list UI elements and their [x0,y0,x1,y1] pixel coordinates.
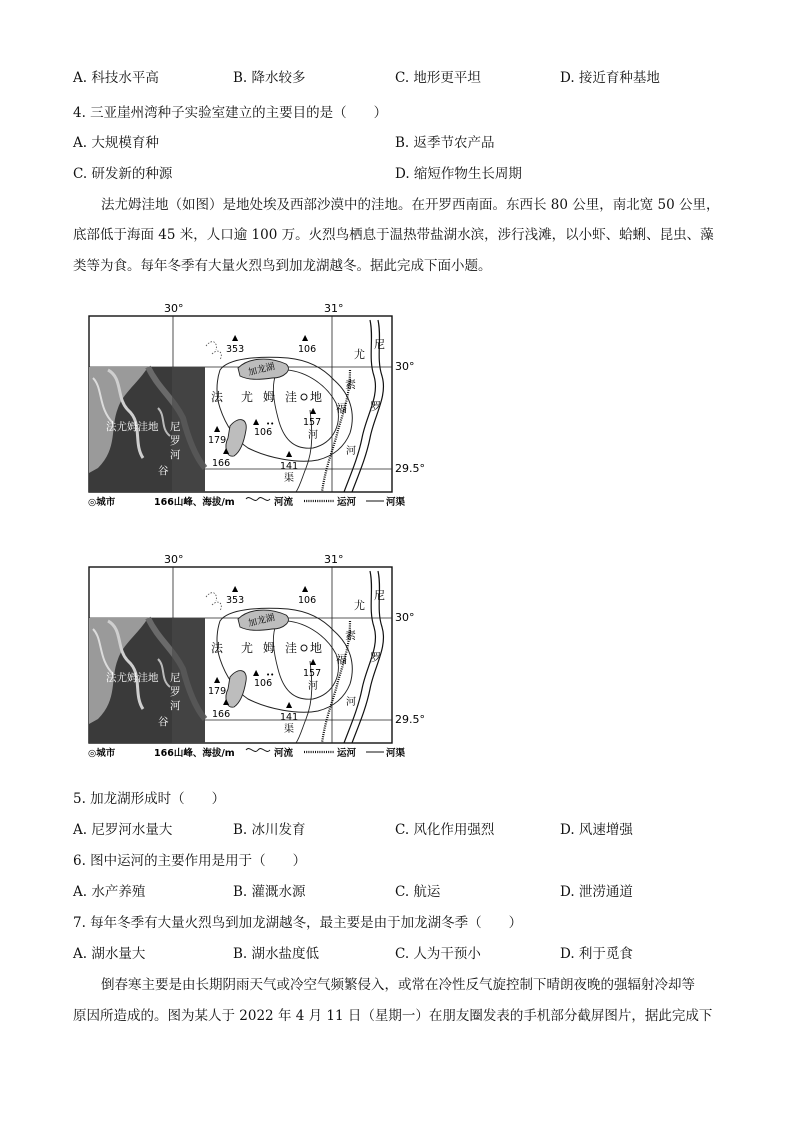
peak-icon: ▲ [286,700,293,709]
fayoum-map-2 [88,549,425,761]
dot-marks: •• [266,671,275,679]
inset-label-fayoum: 法尤姆洼地 [106,672,159,684]
peak-icon: ▲ [223,446,230,455]
inset-label-gu: 谷 [158,465,169,477]
legend-canal: 运河 [337,497,357,508]
q5-option-a: A. 尼罗河水量大 [73,822,173,838]
peak-106-north: 106 [298,595,317,606]
channel-label-qu: 渠 [284,473,294,484]
label-wa: 洼 [285,641,298,655]
channel-label-qu: 渠 [284,724,294,735]
q5-option-d: D. 风速增强 [560,822,633,838]
q4-option-c: C. 研发新的种源 [73,166,173,182]
q7-option-c: C. 人为干预小 [395,946,481,962]
q4-stem: 4. 三亚崖州湾种子实验室建立的主要目的是（ ） [73,105,388,121]
nile-label-ni: 尼 [374,338,385,351]
peak-166: 166 [212,458,231,469]
passage2-line-2: 原因所造成的。图为某人于 2022 年 4 月 11 日（星期一）在朋友圈发表的手机部分截屏图片，据此完成下 [73,1008,713,1024]
peak-icon: ▲ [302,584,309,593]
legend-city: ◎城市 [88,497,116,508]
lake-label: 加龙湖 [247,362,276,379]
lat-label-29-5: 29.5° [395,713,425,726]
channel-label-he: 河 [308,430,318,441]
passage2-line-1: 倒春寒主要是由长期阴雨天气或冷空气频繁侵入，或常在冷性反气旋控制下晴朗夜晚的强辐射冷却等 [101,977,695,993]
peak-icon: ▲ [214,424,221,433]
lat-label-30: 30° [395,611,415,624]
peak-353: 353 [226,344,245,355]
legend-city: ◎城市 [88,748,116,759]
nile-label-ni: 尼 [374,589,385,602]
inset-label-luo: 罗 [170,686,181,698]
nile-label-luo: 罗 [370,400,381,413]
label-di: 地 [310,390,323,404]
inset-label-he: 河 [170,700,181,712]
peak-179: 179 [208,686,227,697]
legend-channel: 河渠 [386,497,406,508]
legend-river-icon [246,498,270,501]
peak-icon: ▲ [232,584,239,593]
canal-label-he: 河 [346,446,356,457]
lon-label-31: 31° [324,302,344,315]
label-fa: 法 [211,641,224,655]
q6-option-d: D. 泄涝通道 [560,884,633,900]
inset-label-fayoum: 法尤姆洼地 [106,421,159,433]
legend-peak: 166山峰、海拔/m [154,497,235,508]
q6-option-a: A. 水产养殖 [73,884,146,900]
dot-marks: •• [266,420,275,428]
legend-peak: 166山峰、海拔/m [154,748,235,759]
peak-icon: ▲ [286,449,293,458]
canal-label-fu: 福 [336,402,347,415]
lon-label-30: 30° [164,302,184,315]
canal-label-he: 河 [346,697,356,708]
q3-option-d: D. 接近育种基地 [560,70,660,86]
inset-label-he: 河 [170,449,181,461]
inset-label-ni: 尼 [170,421,181,433]
q5-option-c: C. 风化作用强烈 [395,822,495,838]
inset-label-luo: 罗 [170,435,181,447]
q7-option-b: B. 湖水盐度低 [233,946,320,962]
lon-label-30: 30° [164,553,184,566]
peak-icon: ▲ [253,668,260,677]
nile-label-luo: 罗 [370,651,381,664]
q4-option-a: A. 大规模育种 [73,135,159,151]
legend-river-icon [246,749,270,752]
peak-157: 157 [303,417,322,428]
q4-option-d: D. 缩短作物生长周期 [395,166,522,182]
peak-157: 157 [303,668,322,679]
peak-icon: ▲ [253,417,260,426]
legend-river: 河流 [274,497,294,508]
lat-label-29-5: 29.5° [395,462,425,475]
legend-river: 河流 [274,748,294,759]
q7-option-d: D. 利于觅食 [560,946,633,962]
inset-label-gu: 谷 [158,716,169,728]
peak-141: 141 [280,461,299,472]
label-you: 尤 [241,390,254,404]
label-mu: 姆 [263,390,276,404]
q5-option-b: B. 冰川发育 [233,822,306,838]
q3-option-c: C. 地形更平坦 [395,70,481,86]
lon-label-31: 31° [324,553,344,566]
q7-stem: 7. 每年冬季有大量火烈鸟到加龙湖越冬，最主要是由于加龙湖冬季（ ） [73,915,523,931]
q5-stem: 5. 加龙湖形成时（ ） [73,791,226,807]
legend-channel: 河渠 [386,748,406,759]
q3-option-b: B. 降水较多 [233,70,306,86]
passage1-line-3: 类等为食。每年冬季有大量火烈鸟到加龙湖越冬。据此完成下面小题。 [73,258,492,274]
lat-label-30: 30° [395,360,415,373]
peak-106-south: 106 [254,427,273,438]
peak-179: 179 [208,435,227,446]
peak-icon: ▲ [310,406,317,415]
label-you: 尤 [241,641,254,655]
q6-option-b: B. 灌溉水源 [233,884,306,900]
canal-label-su: 素 [345,378,356,391]
channel-label-he: 河 [308,681,318,692]
label-di: 地 [310,641,323,655]
peak-icon: ▲ [302,333,309,342]
peak-166: 166 [212,709,231,720]
fayoum-map-1 [88,298,425,510]
peak-icon: ▲ [232,333,239,342]
peak-icon: ▲ [214,675,221,684]
inset-label-ni: 尼 [170,672,181,684]
peak-106-north: 106 [298,344,317,355]
q4-option-b: B. 返季节农产品 [395,135,495,151]
passage1-line-1: 法尤姆洼地（如图）是地处埃及西部沙漠中的洼地。在开罗西南面。东西长 80 公里，南北宽 50 公里， [101,197,720,213]
q7-option-a: A. 湖水量大 [73,946,146,962]
label-fa: 法 [211,390,224,404]
nile-label-you: 尤 [354,599,365,612]
peak-106-south: 106 [254,678,273,689]
passage1-line-2: 底部低于海面 45 米，人口逾 100 万。火烈鸟栖息于温热带盐湖水滨，涉行浅滩，以小虾、蛤蜊、昆虫、藻 [73,227,714,243]
peak-141: 141 [280,712,299,723]
q3-option-a: A. 科技水平高 [73,70,159,86]
q6-option-c: C. 航运 [395,884,441,900]
label-mu: 姆 [263,641,276,655]
nile-label-you: 尤 [354,348,365,361]
canal-label-su: 素 [345,629,356,642]
peak-icon: ▲ [310,657,317,666]
label-wa: 洼 [285,390,298,404]
q6-stem: 6. 图中运河的主要作用是用于（ ） [73,853,307,869]
legend-canal: 运河 [337,748,357,759]
peak-353: 353 [226,595,245,606]
peak-icon: ▲ [223,697,230,706]
canal-label-fu: 福 [336,653,347,666]
lake-label: 加龙湖 [247,613,276,630]
